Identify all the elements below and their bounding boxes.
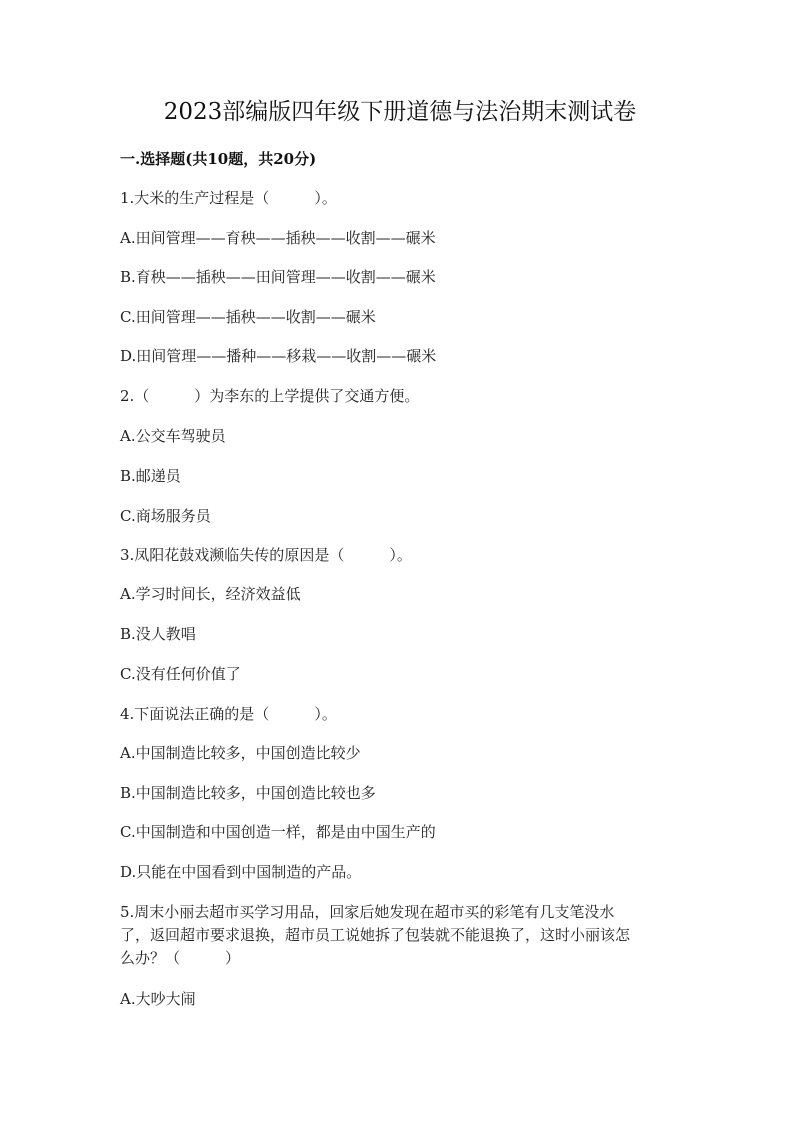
answer-option: B.育秧——插秧——田间管理——收割——碾米: [120, 268, 436, 286]
question-stem-line: 了，返回超市要求退换，超市员工说她拆了包装就不能退换了，这时小丽该怎: [120, 926, 631, 944]
answer-option: B.中国制造比较多，中国创造比较也多: [120, 784, 376, 802]
answer-option: D.只能在中国看到中国制造的产品。: [120, 863, 362, 881]
question-stem: 2.（ ）为李东的上学提供了交通方便。: [120, 387, 420, 405]
page-title: 2023部编版四年级下册道德与法治期末测试卷: [163, 99, 637, 125]
answer-option: C.没有任何价值了: [120, 665, 241, 683]
answer-option: C.商场服务员: [120, 507, 211, 525]
answer-option: B.邮递员: [120, 467, 181, 485]
answer-option: A.学习时间长，经济效益低: [120, 585, 301, 603]
question-stem-line: 么办？（ ）: [120, 949, 241, 967]
answer-option: B.没人教唱: [120, 625, 196, 643]
question-stem: 1.大米的生产过程是（ ）。: [120, 189, 337, 207]
answer-option: A.公交车驾驶员: [120, 427, 226, 445]
answer-option: A.大吵大闹: [120, 990, 196, 1008]
answer-option: C.中国制造和中国创造一样，都是由中国生产的: [120, 823, 436, 841]
question-stem-line: 5.周末小丽去超市买学习用品，回家后她发现在超市买的彩笔有几支笔没水: [120, 903, 615, 921]
question-stem: 3.凤阳花鼓戏濒临失传的原因是（ ）。: [120, 546, 412, 564]
question-stem: 4.下面说法正确的是（ ）。: [120, 705, 337, 723]
section-header: 一.选择题(共10题，共20分): [120, 150, 317, 168]
question-stem-multiline: [120, 901, 680, 970]
answer-option: C.田间管理——插秧——收割——碾米: [120, 308, 376, 326]
answer-option: A.中国制造比较多，中国创造比较少: [120, 744, 361, 762]
answer-option: D.田间管理——播种——移栽——收割——碾米: [120, 347, 437, 365]
answer-option: A.田间管理——育秧——插秧——收割——碾米: [120, 229, 436, 247]
